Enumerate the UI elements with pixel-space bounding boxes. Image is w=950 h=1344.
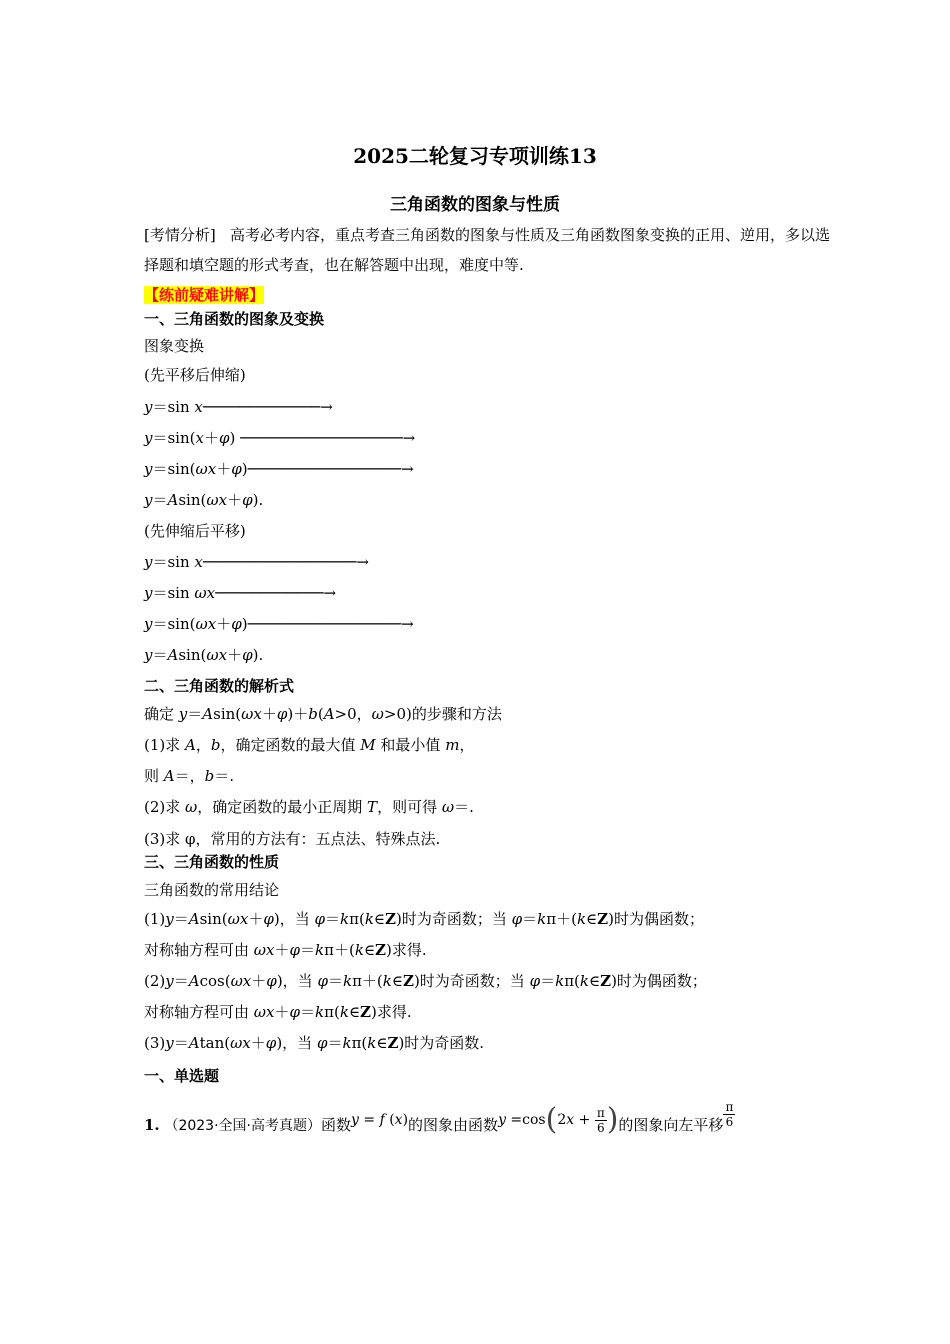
transform2-step-3: y＝sin(ωx＋φ)─────────────────→: [144, 615, 414, 633]
section1-heading: 一、三角函数的图象及变换: [144, 310, 325, 328]
section3-heading: 三、三角函数的性质: [144, 853, 280, 871]
conclusion-3: (3)y＝Atan(ωx＋φ)，当 φ＝kπ(k∈Z)时为奇函数.: [144, 1034, 485, 1052]
fraction-pi-over-6: $\frac{\pi}{6}$: [725, 1100, 734, 1129]
conclusion-1b: 对称轴方程可由 ωx＋φ＝kπ＋(k∈Z)求得.: [144, 941, 427, 959]
formula-y-cos: y =cos(2x + $\frac{\pi}{6}$ ): [498, 1102, 619, 1137]
order-shift-first: (先平移后伸缩): [144, 366, 246, 384]
question-1-text-a: 函数: [320, 1116, 351, 1134]
section2-intro: 确定 y＝Asin(ωx＋φ)＋b(A>0，ω>0)的步骤和方法: [144, 705, 502, 723]
question-1: [144, 1100, 735, 1146]
analysis-paragraph: [144, 220, 834, 280]
analysis-text: 高考必考内容，重点考查三角函数的图象与性质及三角函数图象变换的正用、逆用，多以选择题和填空题的形式考查，也在解答题中出现，难度中等.: [144, 226, 831, 274]
section2-step1b: 则 A＝，b＝.: [144, 767, 235, 785]
transform-step-2: y＝sin(x＋φ) ──────────────────→: [144, 429, 416, 447]
page-title: 2025二轮复习专项训练13: [353, 144, 597, 168]
section3-sub: 三角函数的常用结论: [144, 881, 280, 899]
practice-badge: 【练前疑难讲解】: [144, 286, 265, 304]
transform2-step-4: y＝Asin(ωx＋φ).: [144, 646, 264, 664]
question-1-source: （2023·全国·高考真题）: [164, 1118, 321, 1134]
transform2-step-2: y＝sin ωx────────────→: [144, 584, 337, 602]
section4-heading: 一、单选题: [144, 1067, 220, 1085]
page-subtitle: 三角函数的图象与性质: [390, 195, 560, 215]
transform-step-4: y＝Asin(ωx＋φ).: [144, 491, 264, 509]
section2-step2: (2)求 ω，确定函数的最小正周期 T，则可得 ω＝.: [144, 798, 474, 816]
conclusion-2b: 对称轴方程可由 ωx＋φ＝kπ(k∈Z)求得.: [144, 1003, 412, 1021]
analysis-label: [考情分析]: [144, 226, 216, 244]
section2-heading: 二、三角函数的解析式: [144, 677, 295, 695]
transform2-step-1: y＝sin x─────────────────→: [144, 553, 369, 571]
question-1-number: 1.: [144, 1116, 160, 1134]
order-stretch-first: (先伸缩后平移): [144, 522, 246, 540]
conclusion-1: (1)y＝Asin(ωx＋φ)，当 φ＝kπ(k∈Z)时为奇函数；当 φ＝kπ＋(k∈Z)时为偶函数；: [144, 910, 704, 928]
section2-step1: (1)求 A，b，确定函数的最大值 M 和最小值 m，: [144, 736, 475, 754]
question-1-text-b: 的图象由函数: [408, 1116, 499, 1134]
formula-y-fx: y = f (x): [351, 1112, 409, 1128]
question-1-text-c: 的图象向左平移: [618, 1116, 724, 1134]
section1-sub: 图象变换: [144, 337, 205, 355]
transform-step-1: y＝sin x─────────────→: [144, 398, 333, 416]
transform-step-3: y＝sin(ωx＋φ)─────────────────→: [144, 460, 414, 478]
conclusion-2: (2)y＝Acos(ωx＋φ)，当 φ＝kπ＋(k∈Z)时为奇函数；当 φ＝kπ(k∈Z)时为偶函数；: [144, 972, 707, 990]
section2-step3: (3)求 φ，常用的方法有：五点法、特殊点法.: [144, 830, 441, 848]
